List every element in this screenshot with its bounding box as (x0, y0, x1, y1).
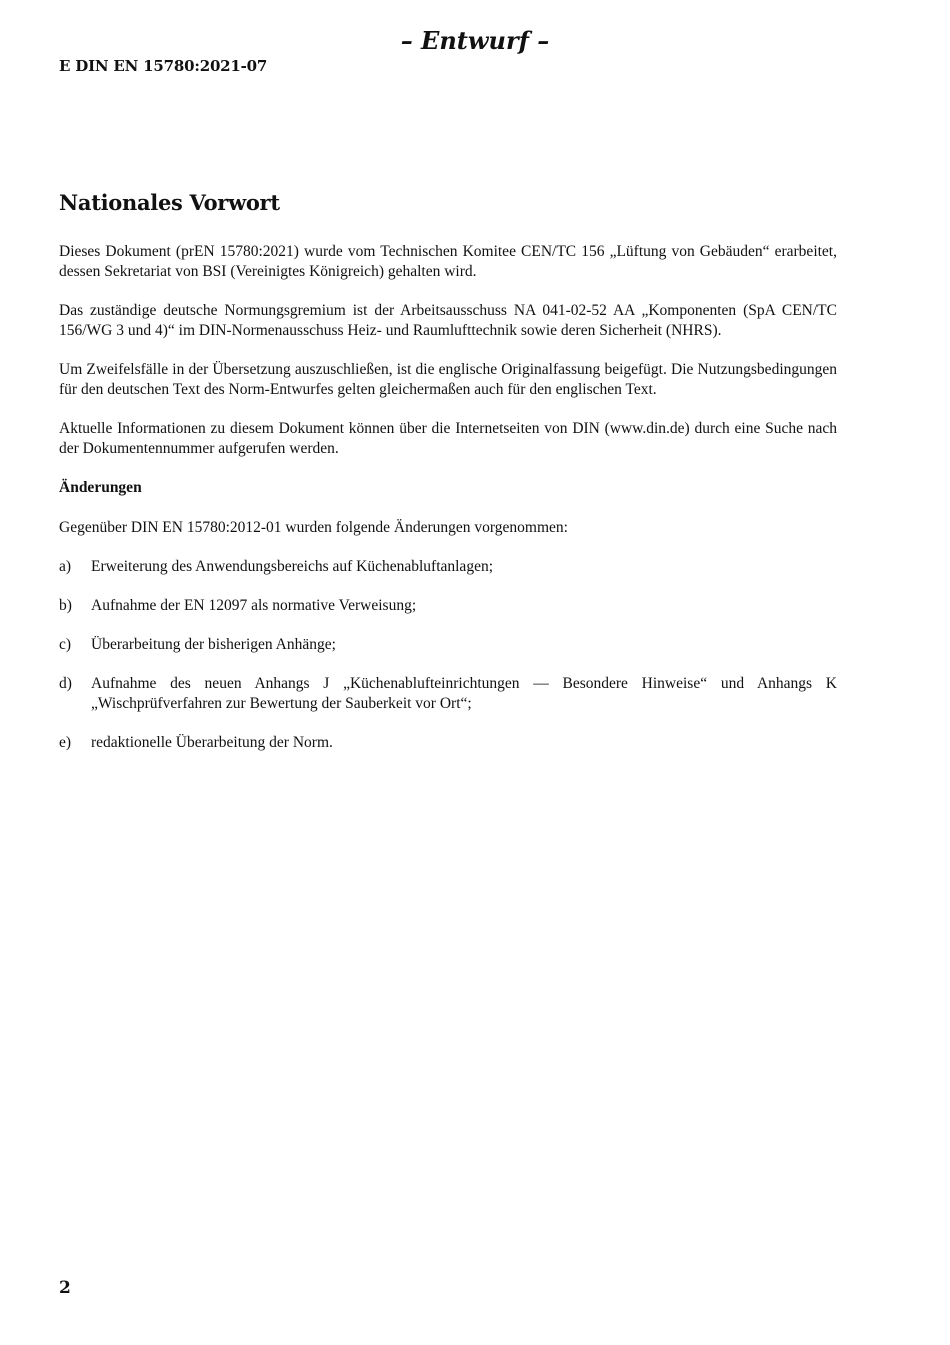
list-item (59, 674, 837, 713)
list-item (59, 635, 837, 655)
list-item-text: Erweiterung des Anwendungsbereichs auf Küchenabluftanlagen; (91, 558, 494, 575)
list-marker: a) (59, 558, 72, 575)
paragraph-committee: Dieses Dokument (prEN 15780:2021) wurde vom Technischen Komitee CEN/TC 156 „Lüftung von Gebäuden“ erarbeitet, dessen Sekretariat von BSI (Vereinigtes Königreich) gehalten wird. (59, 243, 837, 280)
page-number: 2 (59, 1278, 71, 1298)
section-title: Nationales Vorwort (59, 190, 280, 215)
list-item (59, 733, 837, 753)
list-item-text: Aufnahme der EN 12097 als normative Verweisung; (91, 597, 417, 614)
paragraph-national-body: Das zuständige deutsche Normungsgremium ist der Arbeitsausschuss NA 041-02-52 AA „Komponenten (SpA CEN/TC 156/WG 3 und 4)“ im DIN-Normenausschuss Heiz- und Raumlufttechnik sowie deren Sicherheit (NHRS). (59, 302, 837, 339)
document-identifier: E DIN EN 15780:2021-07 (59, 57, 268, 75)
paragraph-translation: Um Zweifelsfälle in der Übersetzung auszuschließen, ist die englische Originalfassung beigefügt. Die Nutzungsbedingungen für den deutschen Text des Norm-Entwurfes gelten gleichermaßen auch für den englischen Text. (59, 361, 837, 398)
changes-intro: Gegenüber DIN EN 15780:2012-01 wurden folgende Änderungen vorgenommen: (59, 518, 568, 536)
list-item-text: Überarbeitung der bisherigen Anhänge; (91, 636, 336, 653)
list-item (59, 557, 837, 577)
changes-list (59, 557, 837, 752)
list-marker: c) (59, 636, 72, 653)
list-marker: d) (59, 675, 72, 692)
draft-watermark: – Entwurf – (400, 26, 550, 55)
list-item-text: Aufnahme des neuen Anhangs J „Küchenablufteinrichtungen — Besondere Hinweise“ und Anhangs K „Wischprüfverfahren zur Bewertung der Sauberkeit vor Ort“; (91, 675, 837, 712)
paragraph-information: Aktuelle Informationen zu diesem Dokument können über die Internetseiten von DIN (www.din.de) durch eine Suche nach der Dokumentennummer aufgerufen werden. (59, 420, 837, 457)
list-marker: e) (59, 733, 72, 751)
list-item (59, 596, 837, 616)
changes-heading: Änderungen (59, 479, 142, 496)
list-item-text: redaktionelle Überarbeitung der Norm. (91, 733, 333, 751)
list-marker: b) (59, 597, 72, 614)
page-content (59, 188, 837, 772)
